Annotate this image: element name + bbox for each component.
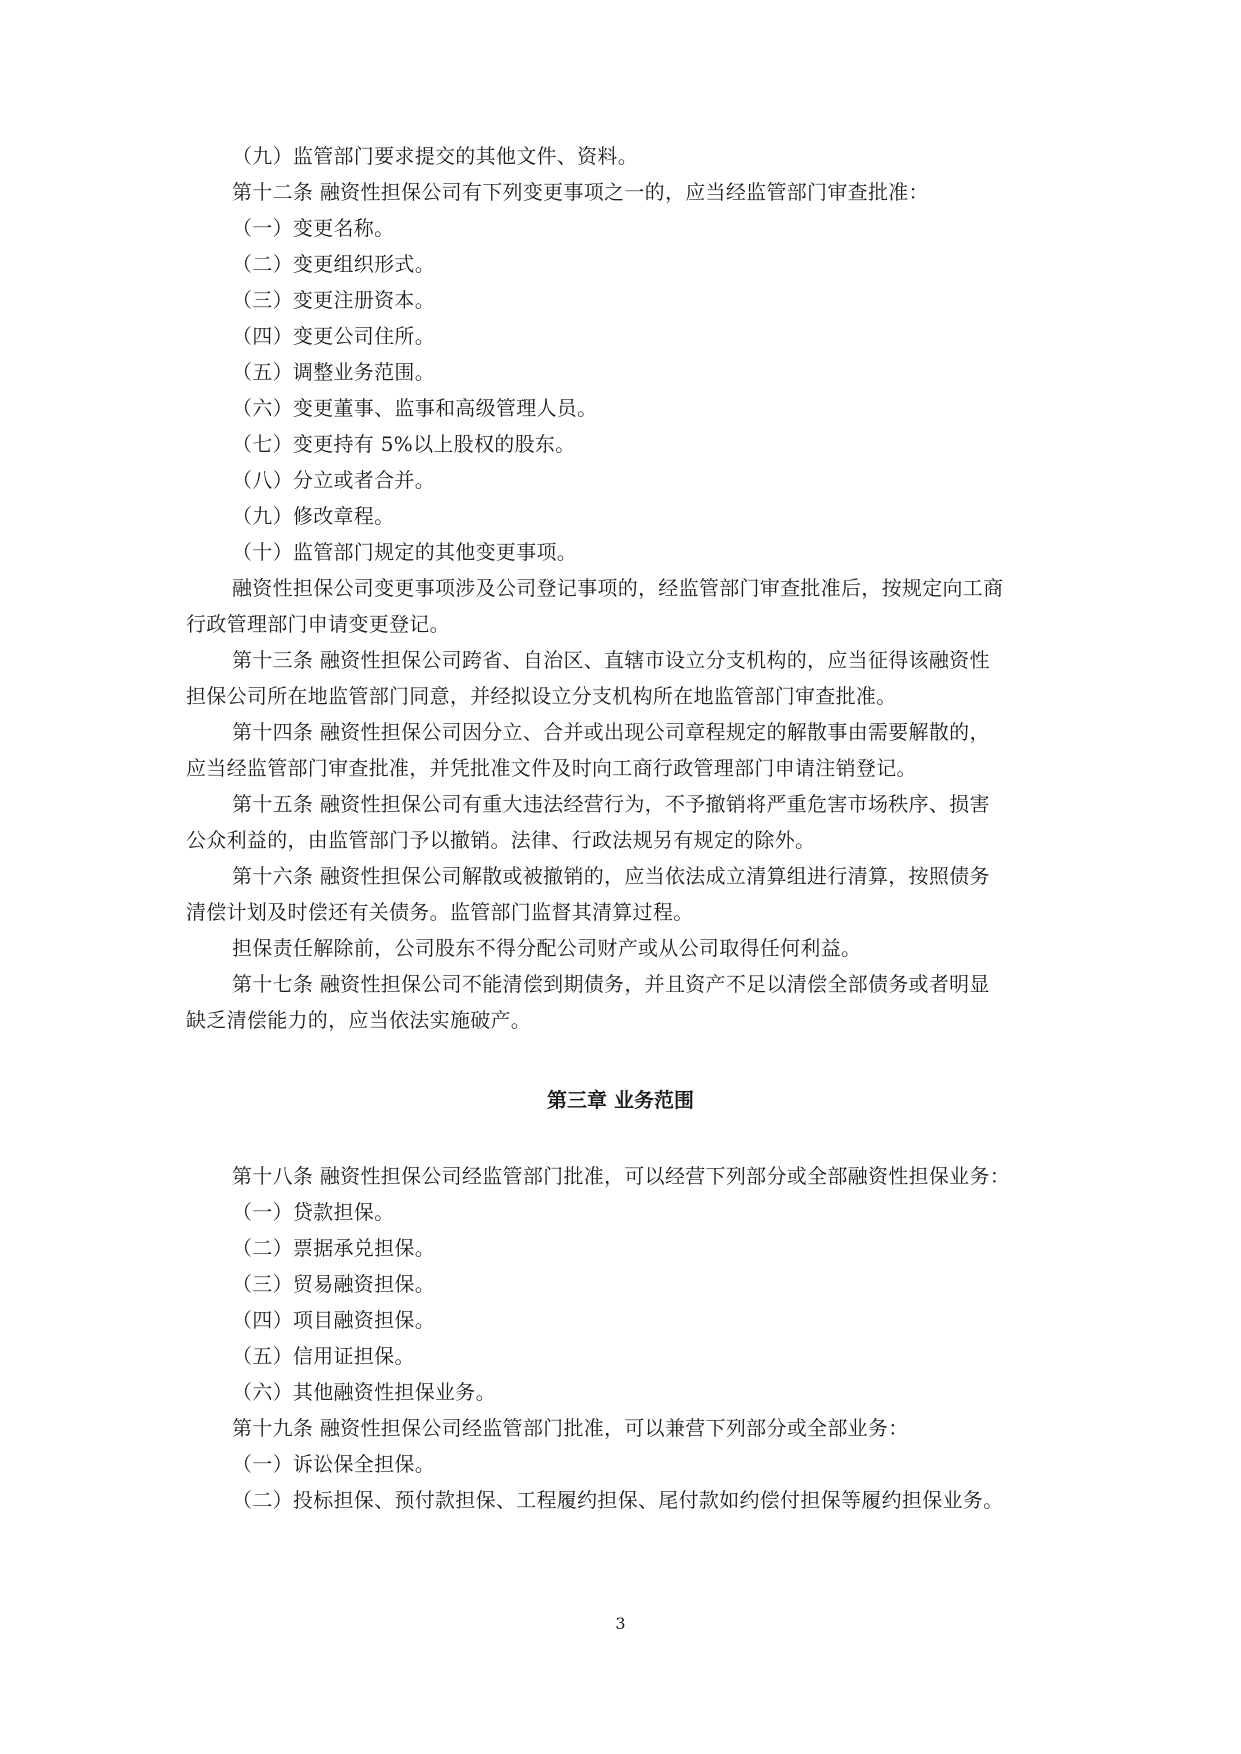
text-line: 行政管理部门申请变更登记。 bbox=[186, 612, 450, 636]
text-line: 缺乏清偿能力的，应当依法实施破产。 bbox=[186, 1008, 532, 1032]
text-line: 融资性担保公司变更事项涉及公司登记事项的，经监管部门审查批准后，按规定向工商 bbox=[232, 576, 1004, 600]
text-line: 清偿计划及时偿还有关债务。监管部门监督其清算过程。 bbox=[186, 900, 694, 924]
text-line: （二）变更组织形式。 bbox=[232, 252, 435, 276]
text-line: 第十七条 融资性担保公司不能清偿到期债务，并且资产不足以清偿全部债务或者明显 bbox=[232, 972, 990, 996]
text-line: （一）诉讼保全担保。 bbox=[232, 1452, 435, 1476]
text-line: 第十三条 融资性担保公司跨省、自治区、直辖市设立分支机构的，应当征得该融资性 bbox=[232, 648, 990, 672]
text-line: （一）变更名称。 bbox=[232, 216, 395, 240]
text-line: （二）票据承兑担保。 bbox=[232, 1236, 435, 1260]
text-line: 第十九条 融资性担保公司经监管部门批准，可以兼营下列部分或全部业务： bbox=[232, 1416, 909, 1440]
text-line: （九）监管部门要求提交的其他文件、资料。 bbox=[232, 144, 638, 168]
text-line: 担保公司所在地监管部门同意，并经拟设立分支机构所在地监管部门审查批准。 bbox=[186, 684, 897, 708]
text-line: （四）项目融资担保。 bbox=[232, 1308, 435, 1332]
text-line: （十）监管部门规定的其他变更事项。 bbox=[232, 540, 578, 564]
text-line: （三）贸易融资担保。 bbox=[232, 1272, 435, 1296]
page-number: 3 bbox=[615, 1614, 626, 1633]
text-line: 第十五条 融资性担保公司有重大违法经营行为，不予撤销将严重危害市场秩序、损害 bbox=[232, 792, 990, 816]
text-line: 第十六条 融资性担保公司解散或被撤销的，应当依法成立清算组进行清算，按照债务 bbox=[232, 864, 990, 888]
text-line: 担保责任解除前，公司股东不得分配公司财产或从公司取得任何利益。 bbox=[232, 936, 862, 960]
text-line: （五）调整业务范围。 bbox=[232, 360, 435, 384]
text-line: 第十八条 融资性担保公司经监管部门批准，可以经营下列部分或全部融资性担保业务： bbox=[232, 1164, 1011, 1188]
text-line: （六）其他融资性担保业务。 bbox=[232, 1380, 496, 1404]
chapter-heading: 第三章 业务范围 bbox=[547, 1088, 694, 1112]
text-line: （九）修改章程。 bbox=[232, 504, 395, 528]
text-line: （七）变更持有 5%以上股权的股东。 bbox=[232, 432, 576, 456]
text-line: 应当经监管部门审查批准，并凭批准文件及时向工商行政管理部门申请注销登记。 bbox=[186, 756, 917, 780]
text-line: （二）投标担保、预付款担保、工程履约担保、尾付款如约偿付担保等履约担保业务。 bbox=[232, 1488, 1004, 1512]
text-line: （五）信用证担保。 bbox=[232, 1344, 415, 1368]
text-line: （六）变更董事、监事和高级管理人员。 bbox=[232, 396, 598, 420]
text-line: （四）变更公司住所。 bbox=[232, 324, 435, 348]
text-line: 第十二条 融资性担保公司有下列变更事项之一的，应当经监管部门审查批准： bbox=[232, 180, 929, 204]
text-line: 公众利益的，由监管部门予以撤销。法律、行政法规另有规定的除外。 bbox=[186, 828, 816, 852]
text-line: （八）分立或者合并。 bbox=[232, 468, 435, 492]
text-line: （三）变更注册资本。 bbox=[232, 288, 435, 312]
text-line: （一）贷款担保。 bbox=[232, 1200, 395, 1224]
text-line: 第十四条 融资性担保公司因分立、合并或出现公司章程规定的解散事由需要解散的， bbox=[232, 720, 990, 744]
